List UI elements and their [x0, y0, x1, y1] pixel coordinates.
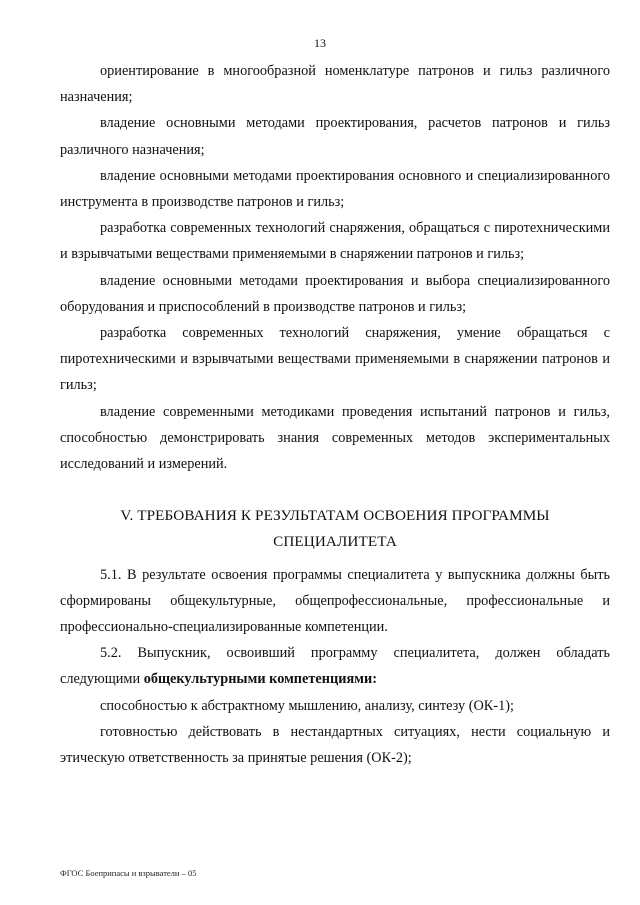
paragraph: разработка современных технологий снаряжения, обращаться с пиротехническими и взрывчатыми веществами применяемыми в снаряжении патронов и гильз;	[60, 220, 610, 263]
document-body	[60, 58, 610, 771]
section-heading	[60, 503, 610, 555]
paragraph: владение основными методами проектирования основного и специализированного инструмента в производстве патронов и гильз;	[60, 167, 610, 211]
paragraph-5-2-text: 5.2. Выпускник, освоивший программу специалитета, должен обладать следующими	[60, 645, 610, 688]
paragraph-5-2	[60, 640, 610, 692]
paragraph: разработка современных технологий снаряжения, умение обращаться с пиротехническими и взрывчатыми веществами применяемыми в снаряжении патронов и гильз;	[60, 325, 610, 394]
paragraph: владение основными методами проектирования и выбора специализированного оборудования и приспособлений в производстве патронов и гильз;	[60, 272, 610, 315]
bold-term: общекультурными компетенциями	[143, 671, 373, 688]
footer-text: ФГОС Боеприпасы и взрыватели – 05	[60, 868, 197, 878]
paragraph: готовностью действовать в нестандартных ситуациях, нести социальную и этическую ответственность за принятые решения (ОК-2);	[60, 723, 610, 767]
page-number: 13	[314, 36, 326, 50]
section-heading-line2: СПЕЦИАЛИТЕТА	[273, 533, 397, 551]
paragraph-5-2-colon: :	[372, 671, 377, 688]
paragraph: владение основными методами проектирования, расчетов патронов и гильз различного назначения;	[60, 115, 610, 158]
paragraph: владение современными методиками проведения испытаний патронов и гильз, способностью демонстрировать знания современных методов экспериментальных исследований и измерений.	[60, 403, 610, 473]
section-heading-line1: V. ТРЕБОВАНИЯ К РЕЗУЛЬТАТАМ ОСВОЕНИЯ ПРОГРАММЫ	[120, 507, 550, 525]
paragraph: ориентирование в многообразной номенклатуре патронов и гильз различного назначения;	[60, 63, 610, 106]
paragraph: способностью к абстрактному мышлению, анализу, синтезу (ОК-1);	[100, 697, 514, 714]
paragraph-5-1: 5.1. В результате освоения программы специалитета у выпускника должны быть сформированы общекультурные, общепрофессиональные, профессиональные и профессионально-специализированные компетенции.	[60, 566, 610, 636]
